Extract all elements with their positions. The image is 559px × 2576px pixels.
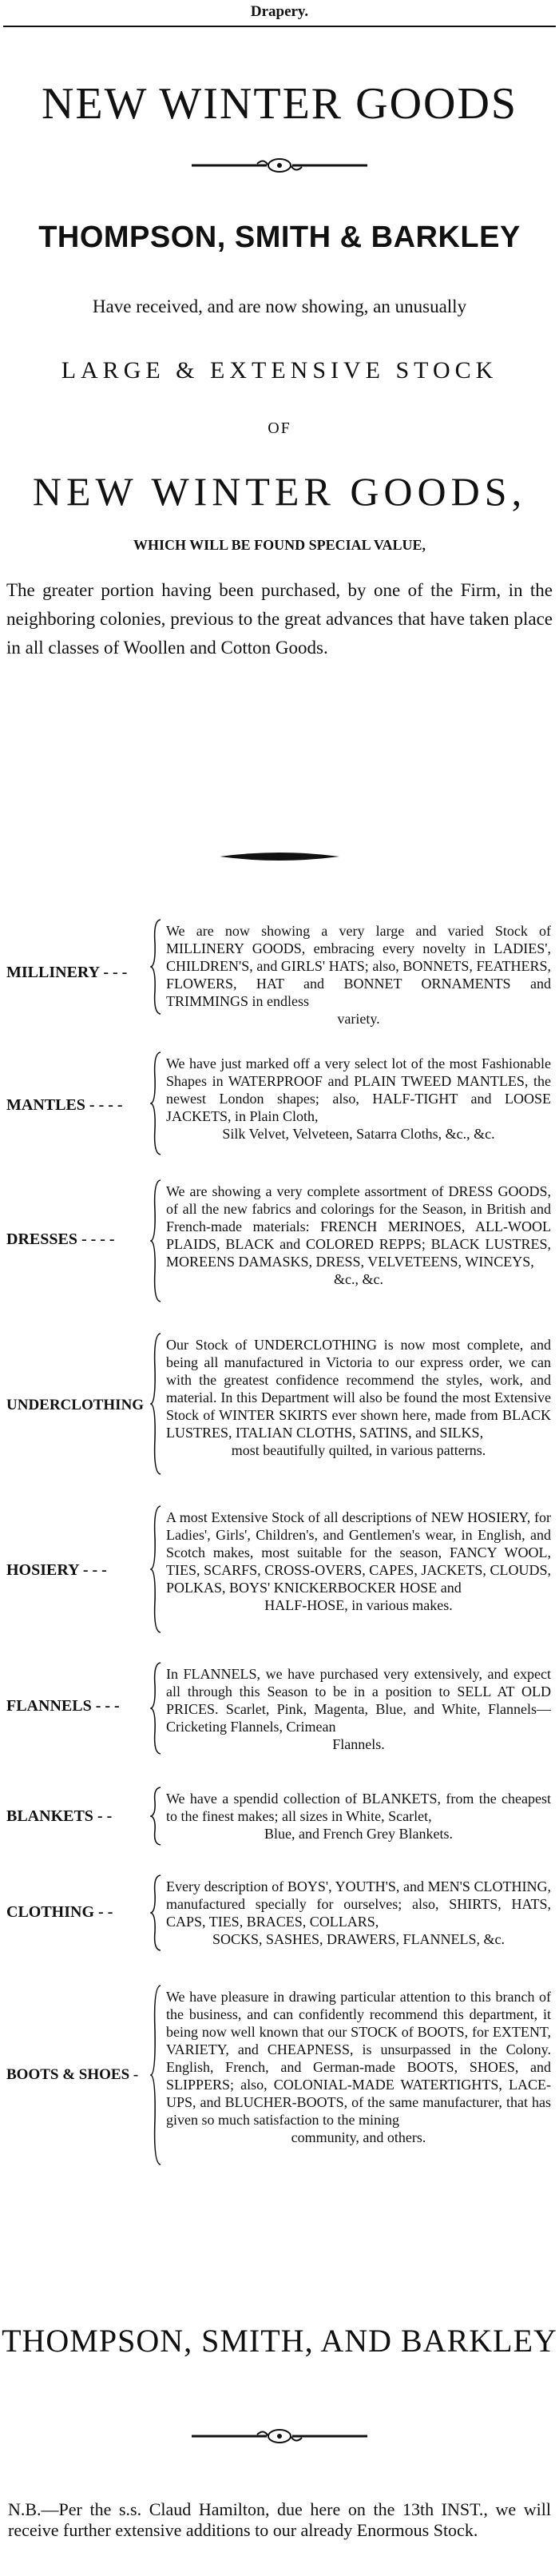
dept-label: MILLINERY - - - bbox=[6, 964, 128, 981]
dept-label: MANTLES - - - - bbox=[6, 1096, 123, 1114]
dept-label: FLANNELS - - - bbox=[6, 1697, 120, 1715]
headline: NEW WINTER GOODS bbox=[41, 79, 518, 129]
brace-icon bbox=[150, 919, 161, 1015]
brace-icon bbox=[150, 1874, 161, 1951]
brace-icon bbox=[150, 1051, 161, 1155]
dept-text: We are showing a very complete assortment of DRESS GOODS, of all the new fabrics and colorings for the Season, in British and French-made materials: FRENCH MERINOES, ALL-WOOL PLAIDS, BLACK and COLORED REPPS; BLACK LUSTRES, MOREENS DAMASKS, DRESS, VELVETEENS, WINCEYS, &c., &c. bbox=[166, 1183, 551, 1287]
nb-notice: N.B.—Per the s.s. Claud Hamilton, due here on the 13th INST., we will receive further extensive additions to our already Enormous Stock. bbox=[8, 2499, 551, 2540]
top-rule bbox=[3, 26, 556, 27]
brace-icon bbox=[150, 1333, 161, 1475]
dept-text: We are now showing a very large and varied Stock of MILLINERY GOODS, embracing every novelty in LADIES', CHILDREN'S, and GIRLS' HATS; also, BONNETS, FEATHERS, FLOWERS, HAT and BONNET ORNAMENTS and TRIMMINGS in endless variety. bbox=[166, 923, 551, 1027]
brace-icon bbox=[150, 1179, 161, 1302]
dept-label: BOOTS & SHOES - bbox=[6, 2066, 139, 2083]
ornament-divider-2 bbox=[220, 849, 339, 865]
firm-name-footer: THOMPSON, SMITH, AND BARKLEY bbox=[2, 2323, 557, 2359]
dept-label: CLOTHING - - bbox=[6, 1903, 113, 1921]
brace-icon bbox=[150, 1787, 161, 1846]
dept-hosiery bbox=[0, 1505, 559, 1633]
dept-flannels bbox=[0, 1662, 559, 1755]
dept-text: In FLANNELS, we have purchased very extensively, and expect all through this Season to be in a position to SELL AT OLD PRICES. Scarlet, Pink, Magenta, Blue, and White, Flannels—Cricketing Flannels, Crimean Flannels. bbox=[166, 1666, 551, 1752]
dept-boots-shoes bbox=[0, 1985, 559, 2165]
dept-label: DRESSES - - - - bbox=[6, 1230, 115, 1248]
firm-name: THOMPSON, SMITH & BARKLEY bbox=[38, 221, 521, 254]
dept-blankets bbox=[0, 1787, 559, 1846]
dept-label: BLANKETS - - bbox=[6, 1807, 113, 1825]
headline-2: NEW WINTER GOODS, bbox=[32, 469, 527, 514]
received-line: Have received, and are now showing, an unusually bbox=[92, 296, 467, 316]
large-stock-line: LARGE & EXTENSIVE STOCK bbox=[61, 357, 498, 384]
brace-icon bbox=[150, 1985, 161, 2165]
dept-label: HOSIERY - - - bbox=[6, 1561, 107, 1579]
dept-mantles bbox=[0, 1051, 559, 1155]
intro-paragraph: The greater portion having been purchased, by one of the Firm, in the neighboring colonies, previous to the great advances that have taken place in all classes of Woollen and Cotton Goods. bbox=[6, 580, 553, 658]
dept-text: Every description of BOYS', YOUTH'S, and MEN'S CLOTHING, manufactured specially for ourselves; also, SHIRTS, HATS, CAPS, TIES, BRACES, COLLARS, SOCKS, SASHES, DRAWERS, FLANNELS, &c. bbox=[166, 1878, 551, 1947]
special-value-line: WHICH WILL BE FOUND SPECIAL VALUE, bbox=[133, 537, 426, 553]
ornament-divider-1 bbox=[192, 153, 367, 177]
dept-underclothing bbox=[0, 1333, 559, 1475]
dept-dresses bbox=[0, 1179, 559, 1302]
dept-text: Our Stock of UNDERCLOTHING is now most complete, and being all manufactured in Victoria to our express order, we can with the greatest confidence recommend the styles, work, and material. In this Department will also be found the most Extensive Stock of WINTER SKIRTS ever shown here, made from BLACK LUSTRES, ITALIAN CLOTHS, SATINS, and SILKS, most beautifully quilted, in various patterns. bbox=[166, 1337, 551, 1458]
dept-text: A most Extensive Stock of all descriptions of NEW HOSIERY, for Ladies', Girls', Children's, and Gentlemen's wear, in English, and Scotch makes, most suitable for the season, FANCY WOOL, TIES, SCARFS, CROSS-OVERS, CAPES, JACKETS, CLOUDS, POLKAS, BOYS' KNICKERBOCKER HOSE and HALF-HOSE, in various makes. bbox=[166, 1509, 551, 1613]
section-header: Drapery. bbox=[250, 3, 309, 20]
dept-millinery bbox=[0, 919, 559, 1027]
brace-icon bbox=[150, 1505, 161, 1633]
brace-icon bbox=[150, 1662, 161, 1755]
of-line: OF bbox=[268, 419, 291, 437]
dept-text: We have a spendid collection of BLANKETS, from the cheapest to the finest makes; all sizes in White, Scarlet, Blue, and French Grey Blankets. bbox=[166, 1791, 551, 1842]
dept-text: We have just marked off a very select lot of the most Fashionable Shapes in WATERPROOF and PLAIN TWEED MANTLES, the newest London shapes; also, HALF-TIGHT and LOOSE JACKETS, in Plain Cloth, Silk Velvet, Velveteen, Satarra Cloths, &c., &c. bbox=[166, 1055, 551, 1142]
ornament-divider-3 bbox=[192, 2424, 367, 2448]
dept-clothing bbox=[0, 1874, 559, 1951]
dept-text: We have pleasure in drawing particular attention to this branch of the business, and can confidently recommend this department, it being now well known that our STOCK of BOOTS, for EXTENT, VARIETY, and CHEAPNESS, is unsurpassed in the Colony. English, French, and German-made BOOTS, SHOES, and SLIPPERS; also, COLONIAL-MADE WATERTIGHTS, LACE-UPS, and BLUCHER-BOOTS, of the same manufacturer, that has given so much satisfaction to the mining community, and others. bbox=[166, 1989, 551, 2145]
dept-label: UNDERCLOTHING bbox=[6, 1397, 145, 1413]
